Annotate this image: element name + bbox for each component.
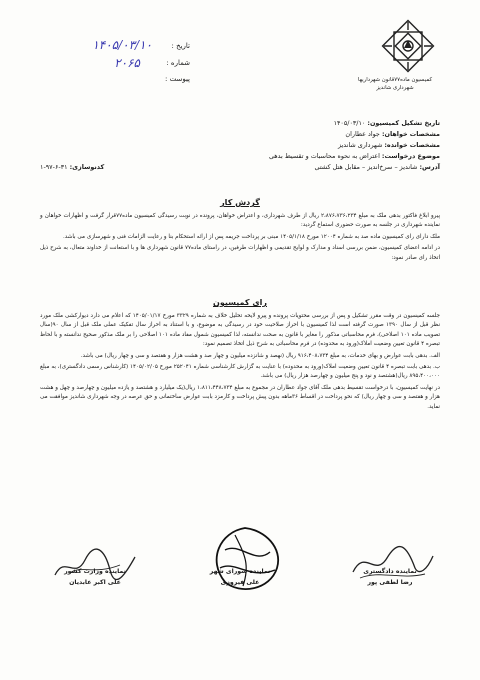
attachment-label: پیوست :	[165, 75, 190, 83]
history-title-wrap	[40, 198, 440, 207]
case-header	[40, 118, 440, 173]
history-body	[40, 212, 440, 263]
subject-value: اعتراض به نحوه محاسبات و تقسیط بدهی	[268, 152, 380, 160]
verdict-paragraph: الف. بدهی بابت عوارض و بهای خدمات، به مبلغ ۹۱۶،۴۰۸،۷۳۴ ریال (نهصد و شانزده میلیون و چهار صد و هشت هزار و هفتصد و سی و چهار ریال) می باشد.	[80, 352, 440, 359]
ministry-signature-scribble	[50, 545, 140, 585]
municipality-emblem	[380, 18, 436, 74]
council-title: نماینده شورای شهر	[209, 568, 271, 575]
org-line-1: کمیسیون ماده۷۷قانون شهرداریها	[357, 77, 433, 83]
subject-row	[40, 151, 440, 162]
session-date-value: ۱۴۰۵/۰۳/۱۰	[333, 119, 366, 127]
judiciary-name: رضا لطفی پور	[367, 579, 413, 586]
history-title: گردش کار	[220, 198, 260, 207]
defendant-label: مشخصات خوانده:	[384, 141, 440, 149]
history-paragraph: پیرو ابلاغ فاکتور بدهی ملک به مبلغ ۲،۸۷۶،۷۳۶،۲۳۴ ریال از طرف شهرداری، و اعتراض خواهان، پرونده در نوبت رسیدگی کمیسیون ماده۷۷قرار گرفت و اظهارات خواهان و نماینده شهرداری در جلسه به صورت حضوری استماع گردید:	[40, 213, 440, 229]
plaintiff-label: مشخصات خواهان:	[381, 130, 440, 138]
number-label: شماره :	[166, 59, 190, 67]
verdict-title: رای کمیسیون	[213, 298, 267, 307]
verdict-paragraph: در نهایت کمیسیون، با درخواست تقسیط بدهی ملک آقای جواد عطاران در مجموع به مبلغ ۱،۸۱۱،۴۴۸،۷۳۴ ریال(یک میلیارد و هشتصد و یازده میلیون و چهارصد و چهل و هشت هزار و هفتصد و سی و چهار ریال) که نحو پرداخت در اقساط ۳۶ماهه بدون پیش پرداخت و کارمزد بابت عوارض ساختمانی و حق عرصه در وجه شهرداری شاندیز موافقت می نماید.	[40, 384, 441, 410]
ministry-name: علی اکبر عابدیان	[69, 579, 121, 586]
council-name: علی فیروزی	[220, 579, 260, 586]
judiciary-signature-scribble	[345, 540, 440, 585]
council-signature-scribble	[195, 520, 295, 595]
plaintiff-row	[40, 129, 440, 140]
address-label: آدرس:	[419, 163, 440, 171]
renovation-code-value: ۳۱-۶-۹۷-۱	[40, 163, 68, 171]
plaintiff-value: جواد عطاران	[345, 130, 380, 138]
verdict-paragraph: ب. بدهی بابت تبصره ۴ قانون تعیین وضعیت املاک(ورود به محدوده) با عنایت به گزارش کارشناسی شماره ۲۵۲۰۴۱ مورخ ۱۴۰۵/۰۲/۰۵ (کارشناس رسمی دادگستری)، به مبلغ ۸۹۵،۴۰۰،۰۰۰ ریال(هشتصد و نود و پنج میلیون و چهارصد هزار ریال) می باشد.	[40, 364, 441, 380]
address-row	[40, 162, 440, 173]
meta-block	[40, 38, 190, 86]
defendant-value: شهرداری شاندیز	[338, 141, 383, 149]
defendant-row	[40, 140, 440, 151]
org-line-2: شهرداری شاندیز	[376, 85, 414, 91]
renovation-code-label: کدنوسازی:	[69, 163, 105, 171]
address-value: شاندیز – سرخ‌اندیز – مقابل هتل کشتی	[314, 163, 418, 171]
history-paragraph: ملک دارای رای کمیسیون ماده صد به شماره ۱۲۰۰۴ مورخ ۱۴۰۵/۱/۱۸ مبنی بر پرداخت جریمه پس از ارائه استحکام بنا و رعایت الزامات فنی و شهرسازی می باشد.	[62, 233, 440, 240]
date-label: تاریخ :	[171, 42, 190, 50]
number-handwritten: ۲۰۶۵	[114, 56, 140, 70]
date-handwritten: ۱۴۰۵/۰۳/۱۰	[92, 38, 152, 52]
history-paragraph: در ادامه اعضای کمیسیون، ضمن بررسی اسناد و مدارک و لوایح تقدیمی و اظهارات طرفین، در راستای ماده۷۷ قانون شهرداری ها و با استعانت از خداوند متعال، به شرح ذیل اتخاذ رای صادر نمود:	[40, 245, 440, 261]
session-date-row	[40, 118, 440, 129]
subject-label: موضوع درخواست:	[381, 152, 440, 160]
org-name	[350, 76, 440, 92]
verdict-title-wrap	[40, 298, 440, 307]
session-date-label: تاریخ تشکیل کمیسیون:	[367, 119, 440, 127]
judiciary-title: نماینده دادگستری	[363, 568, 417, 575]
verdict-body	[40, 312, 440, 412]
verdict-paragraph: جلسه کمیسیون در وقت مقرر تشکیل و پس از بررسی محتویات پرونده و پیرو لایحه تحلیل خلاف به شماره ۳۳۲۹ مورخ ۱۴۰۵/۰۱/۱۷ که اعلام می دارد دیوارکشی ملک مورد نظر قبل از سال ۱۳۹۰ صورت گرفته است لذا کمیسیون با احراز صلاحیت خود در رسیدگی به موضوع، و با استناد به احراز سال تفکیک عملی ملک قبل از سال ۹۰(سال تصویب ماده ۱۰۱ اصلاحی)، فرم محاسباتی مذکور را مغایر با قانون به صحت ندانسته، لذا کمیسیون شمول مفاد ماده ۱۰۱ اصلاحی را بر ملک مذکور صحیح ندانسته و با لحاظ تبصره ۴ قانون تعیین وضعیت املاک(ورود به محدوده) در فرم محاسباتی به شرح ذیل اتخاذ تصمیم نمود:	[40, 313, 441, 348]
ministry-title: نماینده وزارت کشور	[64, 568, 126, 575]
